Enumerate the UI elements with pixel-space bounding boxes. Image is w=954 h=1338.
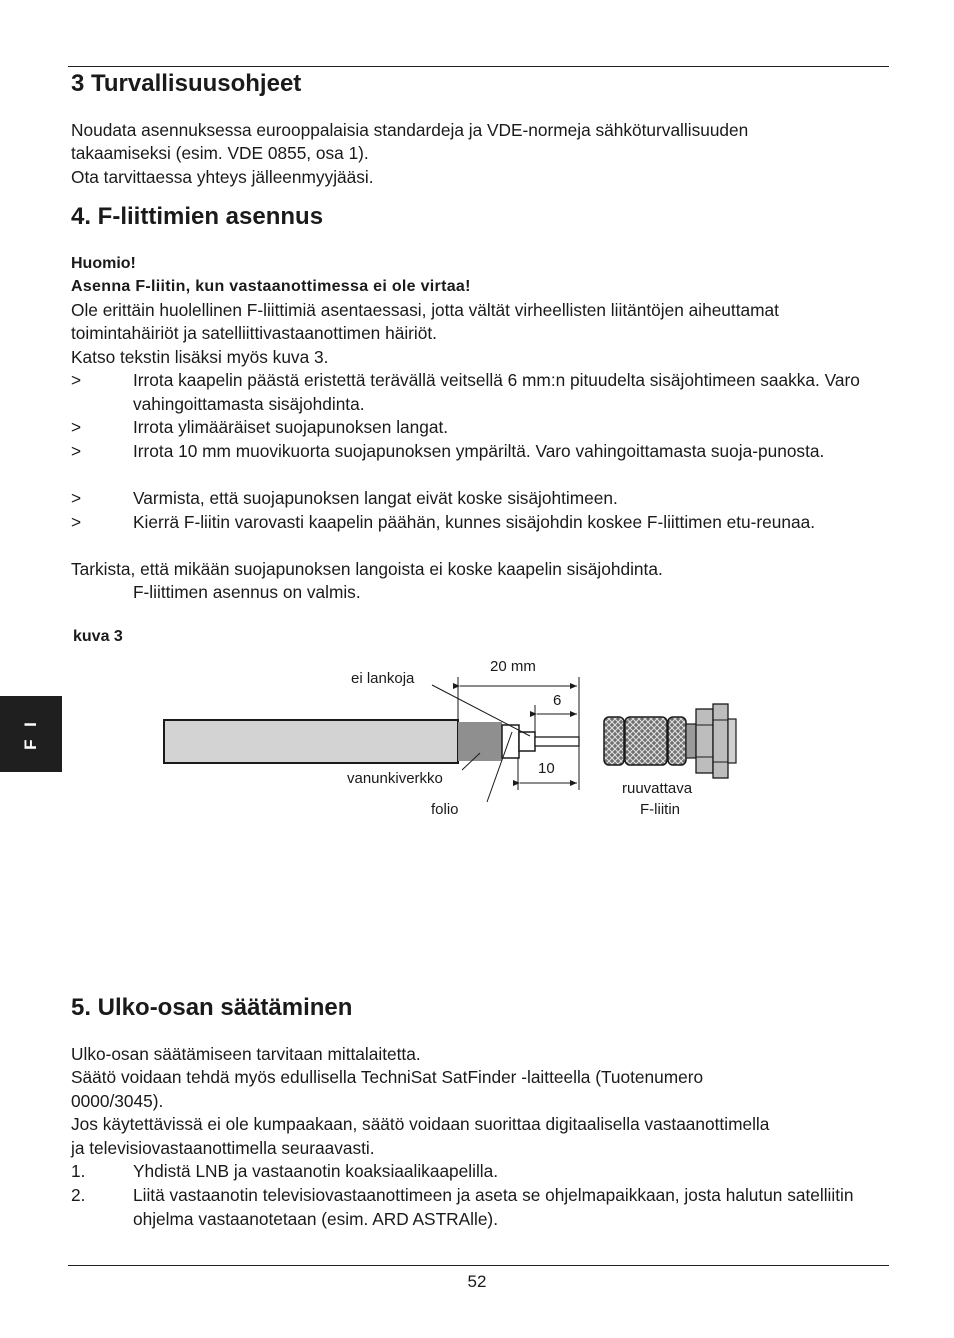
section-4-intro-line: toimintahäiriöt ja satelliittivastaanottimen häiriöt. [71, 323, 437, 343]
section-3-line: takaamiseksi (esim. VDE 0855, osa 1). [71, 143, 369, 163]
list-text: Irrota ylimääräiset suojapunoksen langat. [133, 417, 449, 437]
list-marker: > [71, 370, 82, 390]
top-rule [68, 66, 889, 67]
list-text: Irrota 10 mm muovikuorta suojapunoksen ympäriltä. Varo vahingoittamasta suoja-punosta. [133, 441, 825, 461]
section-5-line: Jos käytettävissä ei ole kumpaakaan, säätö voidaan suorittaa digitaalisella vastaanottimella [71, 1114, 770, 1134]
done-line: F-liittimen asennus on valmis. [133, 582, 361, 602]
list-marker: > [71, 512, 82, 532]
list-marker: > [71, 441, 82, 461]
connector-label-line2: F-liitin [640, 801, 680, 818]
list-text: Liitä vastaanotin televisiovastaanottimeen ja aseta se ohjelmapaikkaan, josta halutun satelliitin ohjelma vastaanotetaan (esim. ARD ASTRAlle). [133, 1185, 854, 1229]
connector-label-line1: ruuvattava [622, 780, 693, 797]
bottom-rule [68, 1265, 889, 1266]
dim-10-label: 10 [538, 760, 555, 777]
note-heading: Huomio! [71, 255, 136, 272]
check-line: Tarkista, että mikään suojapunoksen langoista ei koske kaapelin sisäjohdinta. [71, 559, 663, 579]
list-text: Varmista, että suojapunoksen langat eivät koske sisäjohtimeen. [133, 488, 618, 508]
section-5-title: 5. Ulko-osan säätäminen [71, 994, 353, 1021]
figure-label: kuva 3 [73, 628, 123, 645]
list-text: Kierrä F-liitin varovasti kaapelin päähän, kunnes sisäjohdin koskee F-liittimen etu-reunaa. [133, 512, 815, 532]
section-3-line: Ota tarvittaessa yhteys jälleenmyyjääsi. [71, 167, 374, 187]
language-tab-label: F I [21, 718, 40, 750]
list-marker: > [71, 488, 82, 508]
section-3-line: Noudata asennuksessa eurooppalaisia standardeja ja VDE-normeja sähköturvallisuuden [71, 120, 749, 140]
list-text: Irrota kaapelin päästä eristettä terävällä veitsellä 6 mm:n pituudelta sisäjohtimeen saakka. Varo vahingoittamasta sisäjohdinta. [133, 370, 860, 414]
section-5-line: 0000/3045). [71, 1091, 164, 1111]
label-vanunkiverkko: vanunkiverkko [347, 770, 443, 787]
dim-6-label: 6 [553, 692, 562, 709]
section-5-line: Säätö voidaan tehdä myös edullisella TechniSat SatFinder -laitteella (Tuotenumero [71, 1067, 704, 1087]
section-4-title: 4. F-liittimien asennus [71, 203, 324, 230]
list-text: Yhdistä LNB ja vastaanotin koaksiaalikaapelilla. [133, 1161, 499, 1181]
cable-diagram [150, 650, 750, 830]
f-connector-icon [604, 704, 736, 778]
section-4-intro-line: Katso tekstin lisäksi myös kuva 3. [71, 347, 329, 367]
braid-section [458, 722, 502, 761]
label-ei-lankoja: ei lankoja [351, 670, 415, 687]
dim-20-label: 20 mm [490, 658, 536, 675]
page-number: 52 [467, 1272, 487, 1291]
warning-text: Asenna F-liitin, kun vastaanottimessa ei ole virtaa! [71, 278, 471, 295]
list-marker: 1. [71, 1161, 86, 1181]
list-marker: > [71, 417, 82, 437]
section-4-intro-line: Ole erittäin huolellinen F-liittimiä asentaessasi, jotta vältät virheellisten liitäntöjen aiheuttamat [71, 300, 779, 320]
section-3-title: 3 Turvallisuusohjeet [71, 70, 302, 97]
language-tab [0, 696, 62, 772]
section-5-line: Ulko-osan säätämiseen tarvitaan mittalaitetta. [71, 1044, 421, 1064]
label-folio: folio [431, 801, 459, 818]
cable-jacket [164, 720, 458, 763]
list-marker: 2. [71, 1185, 86, 1205]
section-5-line: ja televisiovastaanottimella seuraavasti. [71, 1138, 375, 1158]
inner-conductor [535, 737, 579, 746]
